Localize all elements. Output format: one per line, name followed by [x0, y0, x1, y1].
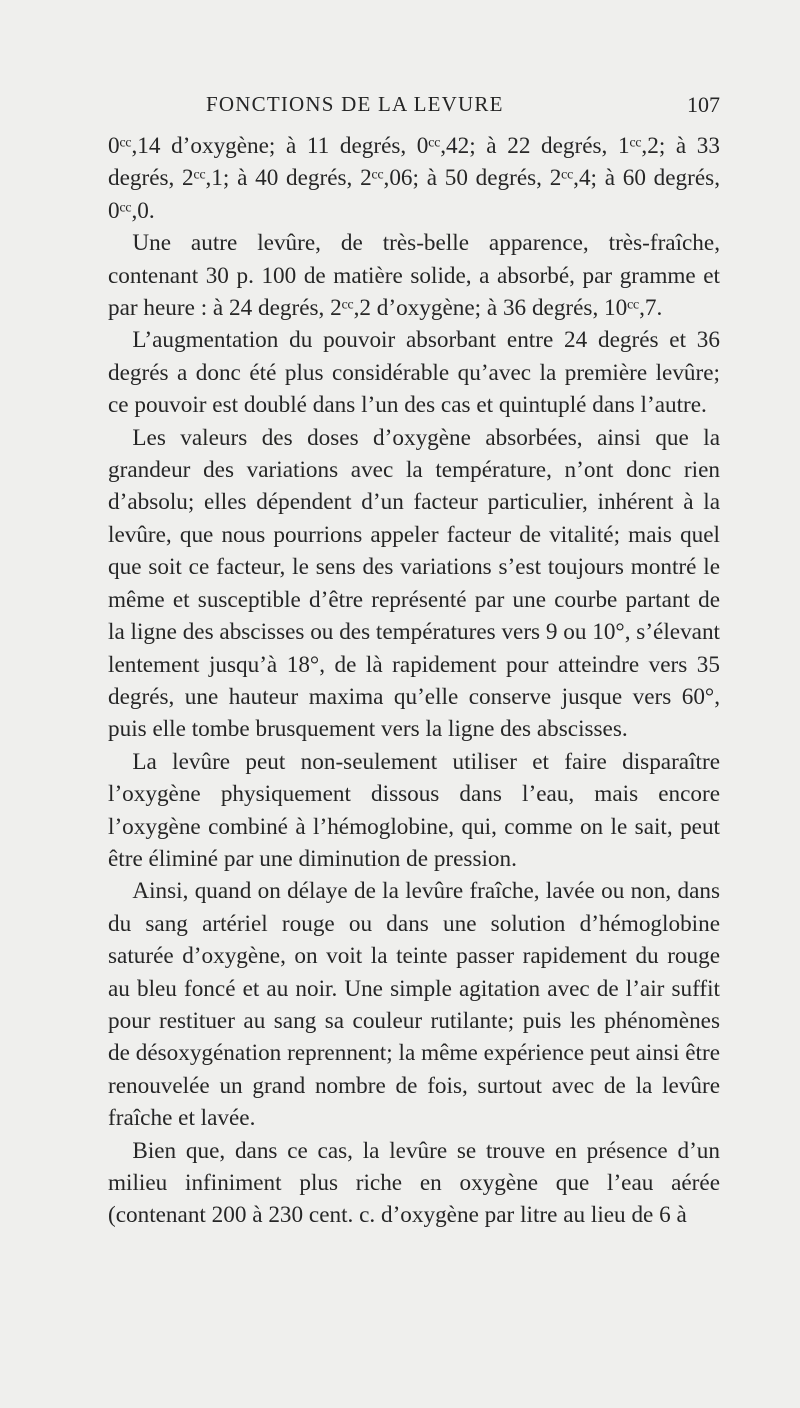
paragraph-6: Ainsi, quand on délaye de la levûre fraîche, lavée ou non, dans du sang artériel rouge ou dans une solution d’hémoglobine saturée d’oxygène, on voit la teinte passer rapidement du rouge au bleu foncé et au noir. Une simple agitation avec de l’air suffit pour restituer au sang sa couleur rutilante; puis les phénomènes de désoxygénation reprennent; la même expérience peut ainsi être renouvelée un grand nombre de fois, surtout avec de la levûre fraîche et lavée. — [108, 878, 720, 1132]
body-text — [108, 130, 720, 1232]
paragraph-4: Les valeurs des doses d’oxygène absorbées, ainsi que la grandeur des variations avec la température, n’ont donc rien d’absolu; elles dépendent d’un facteur particulier, inhérent à la levûre, que nous pourrions appeler facteur de vitalité; mais quel que soit ce facteur, le sens des variations s’est toujours montré le même et susceptible d’être représenté par une courbe partant de la ligne des abscisses ou des températures vers 9 ou 10°, s’élevant lentement jusqu’à 18°, de là rapidement pour atteindre vers 35 degrés, une hauteur maxima qu’elle conserve jusque vers 60°, puis elle tombe brusquement vers la ligne des abscisses. — [108, 424, 720, 743]
paragraph-3: L’augmentation du pouvoir absorbant entre 24 degrés et 36 degrés a donc été plus considérable qu’avec la première levûre; ce pouvoir est doublé dans l’un des cas et quintuplé dans l’autre. — [108, 327, 720, 419]
paragraph-1: 0ᶜᶜ,14 d’oxygène; à 11 degrés, 0ᶜᶜ,42; à 22 degrés, 1ᶜᶜ,2; à 33 degrés, 2ᶜᶜ,1; à 40 degrés, 2ᶜᶜ,06; à 50 degrés, 2ᶜᶜ,4; à 60 degrés, 0ᶜᶜ,0. — [108, 133, 720, 224]
page-number: 107 — [687, 92, 720, 117]
paragraph-7: Bien que, dans ce cas, la levûre se trouve en présence d’un milieu infiniment plus riche en oxygène que l’eau aérée (contenant 200 à 230 cent. c. d’oxygène par litre au lieu de 6 à — [108, 1137, 720, 1229]
running-title: FONCTIONS DE LA LEVURE — [206, 92, 504, 116]
paragraph-2: Une autre levûre, de très-belle apparence, très-fraîche, contenant 30 p. 100 de matière solide, a absorbé, par gramme et par heure : à 24 degrés, 2ᶜᶜ,2 d’oxygène; à 36 degrés, 10ᶜᶜ,7. — [108, 230, 720, 322]
running-head — [108, 92, 720, 126]
paragraph-5: La levûre peut non-seulement utiliser et faire disparaître l’oxygène physiquement dissous dans l’eau, mais encore l’oxygène combiné à l’hémoglobine, qui, comme on le sait, peut être éliminé par une diminution de pression. — [108, 748, 720, 872]
